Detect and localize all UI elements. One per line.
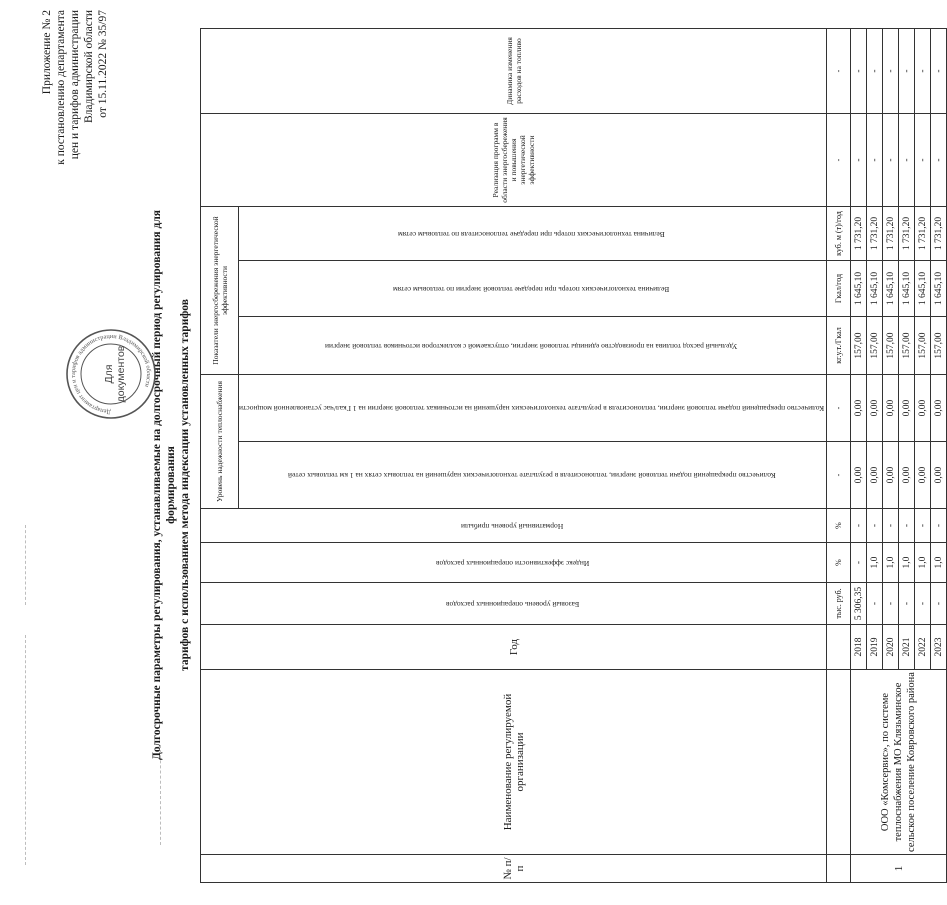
cell-rel2: 0,00 <box>931 375 947 442</box>
cell-index: - <box>851 543 867 583</box>
cell-base: - <box>867 583 883 625</box>
cell-fuel: - <box>899 29 915 114</box>
cell-en3: 1 731,20 <box>851 207 867 261</box>
header-fuel-dynamics: Динамика изменения расходов на топливо <box>201 29 827 114</box>
scan-artifact-line <box>25 525 26 605</box>
cell-en3: 1 731,20 <box>915 207 931 261</box>
header-year: Год <box>201 625 827 670</box>
cell-base: - <box>931 583 947 625</box>
cell-en2: 1 645,10 <box>851 261 867 317</box>
cell-profit: - <box>867 509 883 543</box>
cell-index: 1,0 <box>899 543 915 583</box>
header-num: № п/п <box>201 855 827 883</box>
unit-empty <box>827 625 851 670</box>
header-row-1 <box>201 29 239 883</box>
unit-rel2: - <box>827 375 851 442</box>
stamp-ring-text: Департамент цен и тарифов администрации Владимирской области <box>69 332 153 416</box>
cell-rel2: 0,00 <box>867 375 883 442</box>
unit-index: % <box>827 543 851 583</box>
parameters-table <box>200 28 947 883</box>
header-base-opex: Базовый уровень операционных расходов <box>201 583 827 625</box>
cell-en1: 157,00 <box>931 317 947 375</box>
cell-fuel: - <box>931 29 947 114</box>
cell-fuel: - <box>867 29 883 114</box>
cell-program: - <box>899 114 915 207</box>
cell-rel2: 0,00 <box>899 375 915 442</box>
cell-base: - <box>899 583 915 625</box>
unit-base: тыс. руб. <box>827 583 851 625</box>
unit-en3: куб. м (т)/год <box>827 207 851 261</box>
units-row <box>827 29 851 883</box>
cell-profit: - <box>851 509 867 543</box>
cell-en1: 157,00 <box>851 317 867 375</box>
table-row <box>851 29 867 883</box>
cell-year: 2023 <box>931 625 947 670</box>
header-energy-program: Реализация программ в области энергосбережения и повышения энергетической эффективности <box>201 114 827 207</box>
unit-empty <box>827 670 851 855</box>
cell-en1: 157,00 <box>915 317 931 375</box>
cell-en1: 157,00 <box>883 317 899 375</box>
cell-year: 2022 <box>915 625 931 670</box>
organization-name: ООО «Комсервис», по системе теплоснабжения МО Клязьминское сельское поселение Ковровского района <box>851 670 947 855</box>
cell-index: 1,0 <box>931 543 947 583</box>
annex-line-2: к постановлению департамента <box>55 10 67 165</box>
cell-en2: 1 645,10 <box>899 261 915 317</box>
cell-base: - <box>883 583 899 625</box>
unit-program: - <box>827 114 851 207</box>
cell-fuel: - <box>851 29 867 114</box>
cell-rel1: 0,00 <box>915 442 931 509</box>
cell-year: 2021 <box>899 625 915 670</box>
cell-en3: 1 731,20 <box>867 207 883 261</box>
header-outages-sources: Количество прекращений подачи тепловой энергии, теплоносителя в результате технологических нарушений на источниках тепловой энергии на 1 Гкал/час установленной мощности <box>239 375 827 442</box>
cell-program: - <box>883 114 899 207</box>
document-title <box>150 205 192 765</box>
cell-index: 1,0 <box>867 543 883 583</box>
cell-index: 1,0 <box>915 543 931 583</box>
cell-year: 2018 <box>851 625 867 670</box>
cell-year: 2019 <box>867 625 883 670</box>
cell-rel2: 0,00 <box>851 375 867 442</box>
title-line-2: тарифов с использованием метода индексации установленных тарифов <box>179 299 191 671</box>
header-coolant-losses: Величина технологических потерь при передаче теплоносителя по тепловым сетям <box>239 207 827 261</box>
unit-empty <box>827 855 851 883</box>
cell-year: 2020 <box>883 625 899 670</box>
cell-rel1: 0,00 <box>931 442 947 509</box>
cell-program: - <box>931 114 947 207</box>
data-rows <box>851 29 947 883</box>
cell-rel1: 0,00 <box>851 442 867 509</box>
cell-en1: 157,00 <box>867 317 883 375</box>
cell-base: - <box>915 583 931 625</box>
entry-number: 1 <box>851 855 947 883</box>
cell-en1: 157,00 <box>899 317 915 375</box>
cell-rel2: 0,00 <box>915 375 931 442</box>
scan-artifact-line <box>25 635 26 865</box>
annex-line-4: Владимирской области <box>83 10 95 124</box>
annex-number: Приложение № 2 <box>41 10 53 95</box>
cell-rel2: 0,00 <box>883 375 899 442</box>
cell-fuel: - <box>883 29 899 114</box>
cell-en3: 1 731,20 <box>931 207 947 261</box>
cell-program: - <box>915 114 931 207</box>
cell-index: 1,0 <box>883 543 899 583</box>
header-profit-level: Нормативный уровень прибыли <box>201 509 827 543</box>
stamp-label: Для документов <box>103 345 127 403</box>
unit-rel1: - <box>827 442 851 509</box>
header-heat-losses: Величина технологических потерь при передаче тепловой энергии по тепловым сетям <box>239 261 827 317</box>
header-outages-networks: Количество прекращений подачи тепловой энергии, теплоносителя в результате технологических нарушений на тепловых сетях на 1 км тепловых сетей <box>239 442 827 509</box>
cell-profit: - <box>931 509 947 543</box>
cell-profit: - <box>899 509 915 543</box>
annex-header <box>40 10 110 270</box>
cell-en2: 1 645,10 <box>915 261 931 317</box>
cell-profit: - <box>915 509 931 543</box>
cell-fuel: - <box>915 29 931 114</box>
cell-en3: 1 731,20 <box>883 207 899 261</box>
cell-program: - <box>851 114 867 207</box>
cell-en2: 1 645,10 <box>883 261 899 317</box>
scan-artifact-line <box>160 745 161 845</box>
header-reliability-group: Уровень надежности теплоснабжения <box>201 375 239 509</box>
cell-en3: 1 731,20 <box>899 207 915 261</box>
unit-en2: Гкал/год <box>827 261 851 317</box>
cell-en2: 1 645,10 <box>931 261 947 317</box>
header-specific-fuel: Удельный расход топлива на производство единицы тепловой энергии, отпускаемой с коллекторов источников тепловой энергии <box>239 317 827 375</box>
header-energy-group: Показатели энергосбережения энергетической эффективности <box>201 207 239 375</box>
annex-date: от 15.11.2022 № 35/97 <box>97 10 109 118</box>
cell-rel1: 0,00 <box>899 442 915 509</box>
cell-profit: - <box>883 509 899 543</box>
cell-rel1: 0,00 <box>867 442 883 509</box>
cell-rel1: 0,00 <box>883 442 899 509</box>
header-efficiency-index: Индекс эффективности операционных расходов <box>201 543 827 583</box>
unit-fuel: - <box>827 29 851 114</box>
annex-line-3: цен и тарифов администрации <box>69 10 81 160</box>
cell-base: 5 306,35 <box>851 583 867 625</box>
unit-en1: кг.у.т./Гкал <box>827 317 851 375</box>
unit-profit: % <box>827 509 851 543</box>
header-org: Наименование регулируемой организации <box>201 670 827 855</box>
cell-program: - <box>867 114 883 207</box>
cell-en2: 1 645,10 <box>867 261 883 317</box>
title-line-1: Долгосрочные параметры регулирования, устанавливаемые на долгосрочный период регулирования для формирования <box>151 209 177 761</box>
